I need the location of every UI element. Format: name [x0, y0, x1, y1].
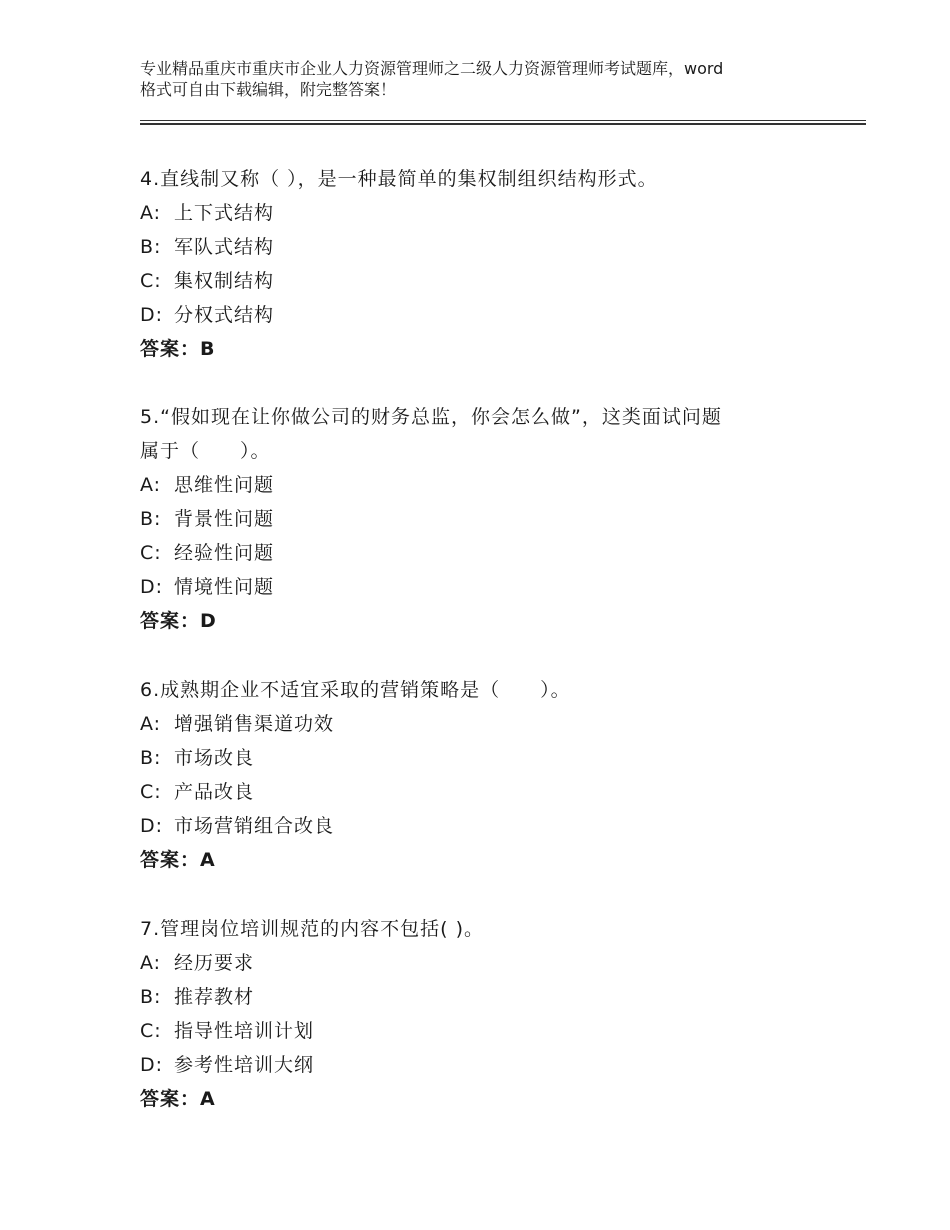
option-text: 增强销售渠道功效 [174, 713, 335, 735]
option-text: 指导性培训计划 [174, 1020, 315, 1042]
option-text: 分权式结构 [174, 304, 275, 326]
option-d [140, 1048, 840, 1082]
option-key: A: [140, 952, 162, 974]
question-stem: 7.管理岗位培训规范的内容不包括( )。 [140, 918, 484, 940]
option-c [140, 775, 840, 809]
option-key: D: [140, 304, 164, 326]
header-line-2: 格式可自由下载编辑，附完整答案！ [140, 80, 397, 99]
header-divider [140, 120, 866, 125]
option-key: A: [140, 474, 162, 496]
option-c [140, 536, 840, 570]
option-text: 思维性问题 [174, 474, 275, 496]
option-d [140, 570, 840, 604]
option-text: 市场改良 [174, 747, 255, 769]
option-d [140, 298, 840, 332]
option-key: C: [140, 542, 162, 564]
option-key: D: [140, 1054, 164, 1076]
document-header [140, 58, 840, 100]
option-text: 军队式结构 [174, 236, 275, 258]
header-line-1: 专业精品重庆市重庆市企业人力资源管理师之二级人力资源管理师考试题库，word [140, 59, 724, 78]
option-text: 市场营销组合改良 [174, 815, 335, 837]
question-stem-line-2: 属于（ ）。 [140, 440, 271, 462]
option-text: 经历要求 [174, 952, 255, 974]
option-a [140, 196, 840, 230]
option-key: B: [140, 236, 162, 258]
option-a [140, 468, 840, 502]
question-stem: 4.直线制又称（ ），是一种最简单的集权制组织结构形式。 [140, 168, 658, 190]
answer: 答案：A [140, 1088, 216, 1110]
option-text: 推荐教材 [174, 986, 255, 1008]
question-4 [140, 162, 840, 366]
option-key: C: [140, 1020, 162, 1042]
answer: 答案：A [140, 849, 216, 871]
option-d [140, 809, 840, 843]
option-text: 上下式结构 [174, 202, 275, 224]
option-text: 集权制结构 [174, 270, 275, 292]
option-text: 背景性问题 [174, 508, 275, 530]
option-key: B: [140, 986, 162, 1008]
option-key: C: [140, 781, 162, 803]
option-key: C: [140, 270, 162, 292]
option-text: 经验性问题 [174, 542, 275, 564]
option-a [140, 946, 840, 980]
question-7 [140, 912, 840, 1116]
option-text: 情境性问题 [174, 576, 275, 598]
option-b [140, 980, 840, 1014]
option-b [140, 502, 840, 536]
option-key: B: [140, 747, 162, 769]
question-6 [140, 673, 840, 877]
option-key: A: [140, 713, 162, 735]
option-key: A: [140, 202, 162, 224]
option-b [140, 741, 840, 775]
option-text: 产品改良 [174, 781, 255, 803]
option-b [140, 230, 840, 264]
option-a [140, 707, 840, 741]
option-key: D: [140, 815, 164, 837]
question-5 [140, 400, 840, 638]
option-text: 参考性培训大纲 [174, 1054, 315, 1076]
question-stem: 6.成熟期企业不适宜采取的营销策略是（ ）。 [140, 679, 571, 701]
option-c [140, 1014, 840, 1048]
option-c [140, 264, 840, 298]
option-key: B: [140, 508, 162, 530]
answer: 答案：D [140, 610, 217, 632]
question-stem-line-1: 5.“假如现在让你做公司的财务总监，你会怎么做”，这类面试问题 [140, 406, 722, 428]
option-key: D: [140, 576, 164, 598]
answer: 答案：B [140, 338, 216, 360]
